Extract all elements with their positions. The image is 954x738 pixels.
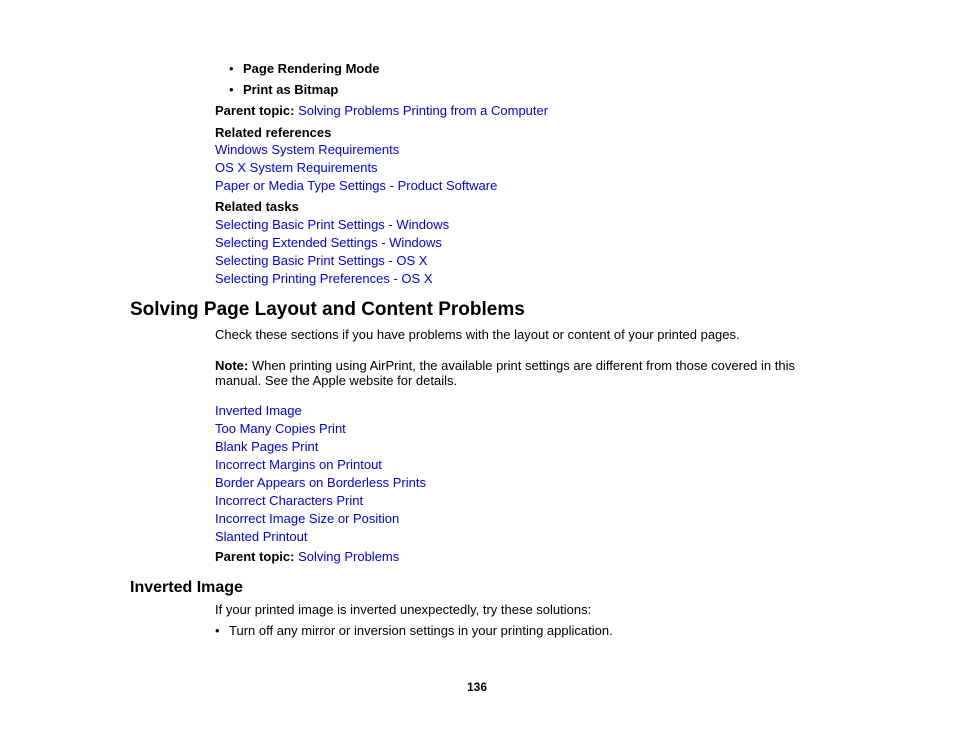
bullet-text: Page Rendering Mode — [243, 61, 380, 76]
parent-topic-link[interactable]: Solving Problems Printing from a Computer — [298, 103, 549, 118]
related-task-link[interactable]: Selecting Basic Print Settings - OS X — [215, 253, 428, 268]
section-title: Solving Page Layout and Content Problems — [130, 299, 525, 320]
related-tasks-heading: Related tasks — [215, 199, 299, 214]
bullet-text: Turn off any mirror or inversion settings in your printing application. — [229, 623, 613, 638]
section-link[interactable]: Blank Pages Print — [215, 439, 319, 454]
parent-topic-link[interactable]: Solving Problems — [298, 549, 400, 564]
related-task-link[interactable]: Selecting Extended Settings - Windows — [215, 235, 442, 250]
note-label: Note: — [215, 358, 249, 373]
parent-topic — [215, 102, 548, 120]
section-intro: Check these sections if you have problems with the layout or content of your printed pages. — [215, 327, 740, 342]
section-link[interactable]: Inverted Image — [215, 403, 302, 418]
bullet-item — [229, 60, 380, 78]
parent-topic-label: Parent topic: — [215, 549, 295, 564]
bullet-dot: • — [229, 61, 234, 76]
related-reference-link[interactable]: Windows System Requirements — [215, 142, 400, 157]
parent-topic — [215, 548, 399, 566]
related-references-list — [215, 141, 497, 195]
subsection-intro: If your printed image is inverted unexpectedly, try these solutions: — [215, 602, 592, 617]
bullet-item — [229, 81, 338, 99]
subsection-title: Inverted Image — [130, 579, 243, 596]
related-references-heading: Related references — [215, 125, 332, 140]
bullet-dot: • — [229, 82, 234, 97]
related-task-link[interactable]: Selecting Basic Print Settings - Windows — [215, 217, 450, 232]
page-number: 136 — [466, 680, 488, 694]
related-reference-link[interactable]: Paper or Media Type Settings - Product Software — [215, 178, 498, 193]
section-link-list — [215, 402, 426, 546]
section-link[interactable]: Incorrect Margins on Printout — [215, 457, 382, 472]
bullet-text: Print as Bitmap — [243, 82, 339, 97]
bullet-dot: • — [215, 623, 220, 638]
related-reference-link[interactable]: OS X System Requirements — [215, 160, 378, 175]
section-link[interactable]: Border Appears on Borderless Prints — [215, 475, 426, 490]
section-link[interactable]: Too Many Copies Print — [215, 421, 346, 436]
note-paragraph — [215, 358, 815, 388]
section-link[interactable]: Slanted Printout — [215, 529, 308, 544]
subsection-bullet — [215, 622, 613, 640]
related-tasks-list — [215, 216, 449, 288]
section-link[interactable]: Incorrect Image Size or Position — [215, 511, 400, 526]
note-text: When printing using AirPrint, the available print settings are different from those covered in this manual. See the Apple website for details. — [215, 358, 795, 388]
section-link[interactable]: Incorrect Characters Print — [215, 493, 364, 508]
parent-topic-label: Parent topic: — [215, 103, 295, 118]
related-task-link[interactable]: Selecting Printing Preferences - OS X — [215, 271, 433, 286]
